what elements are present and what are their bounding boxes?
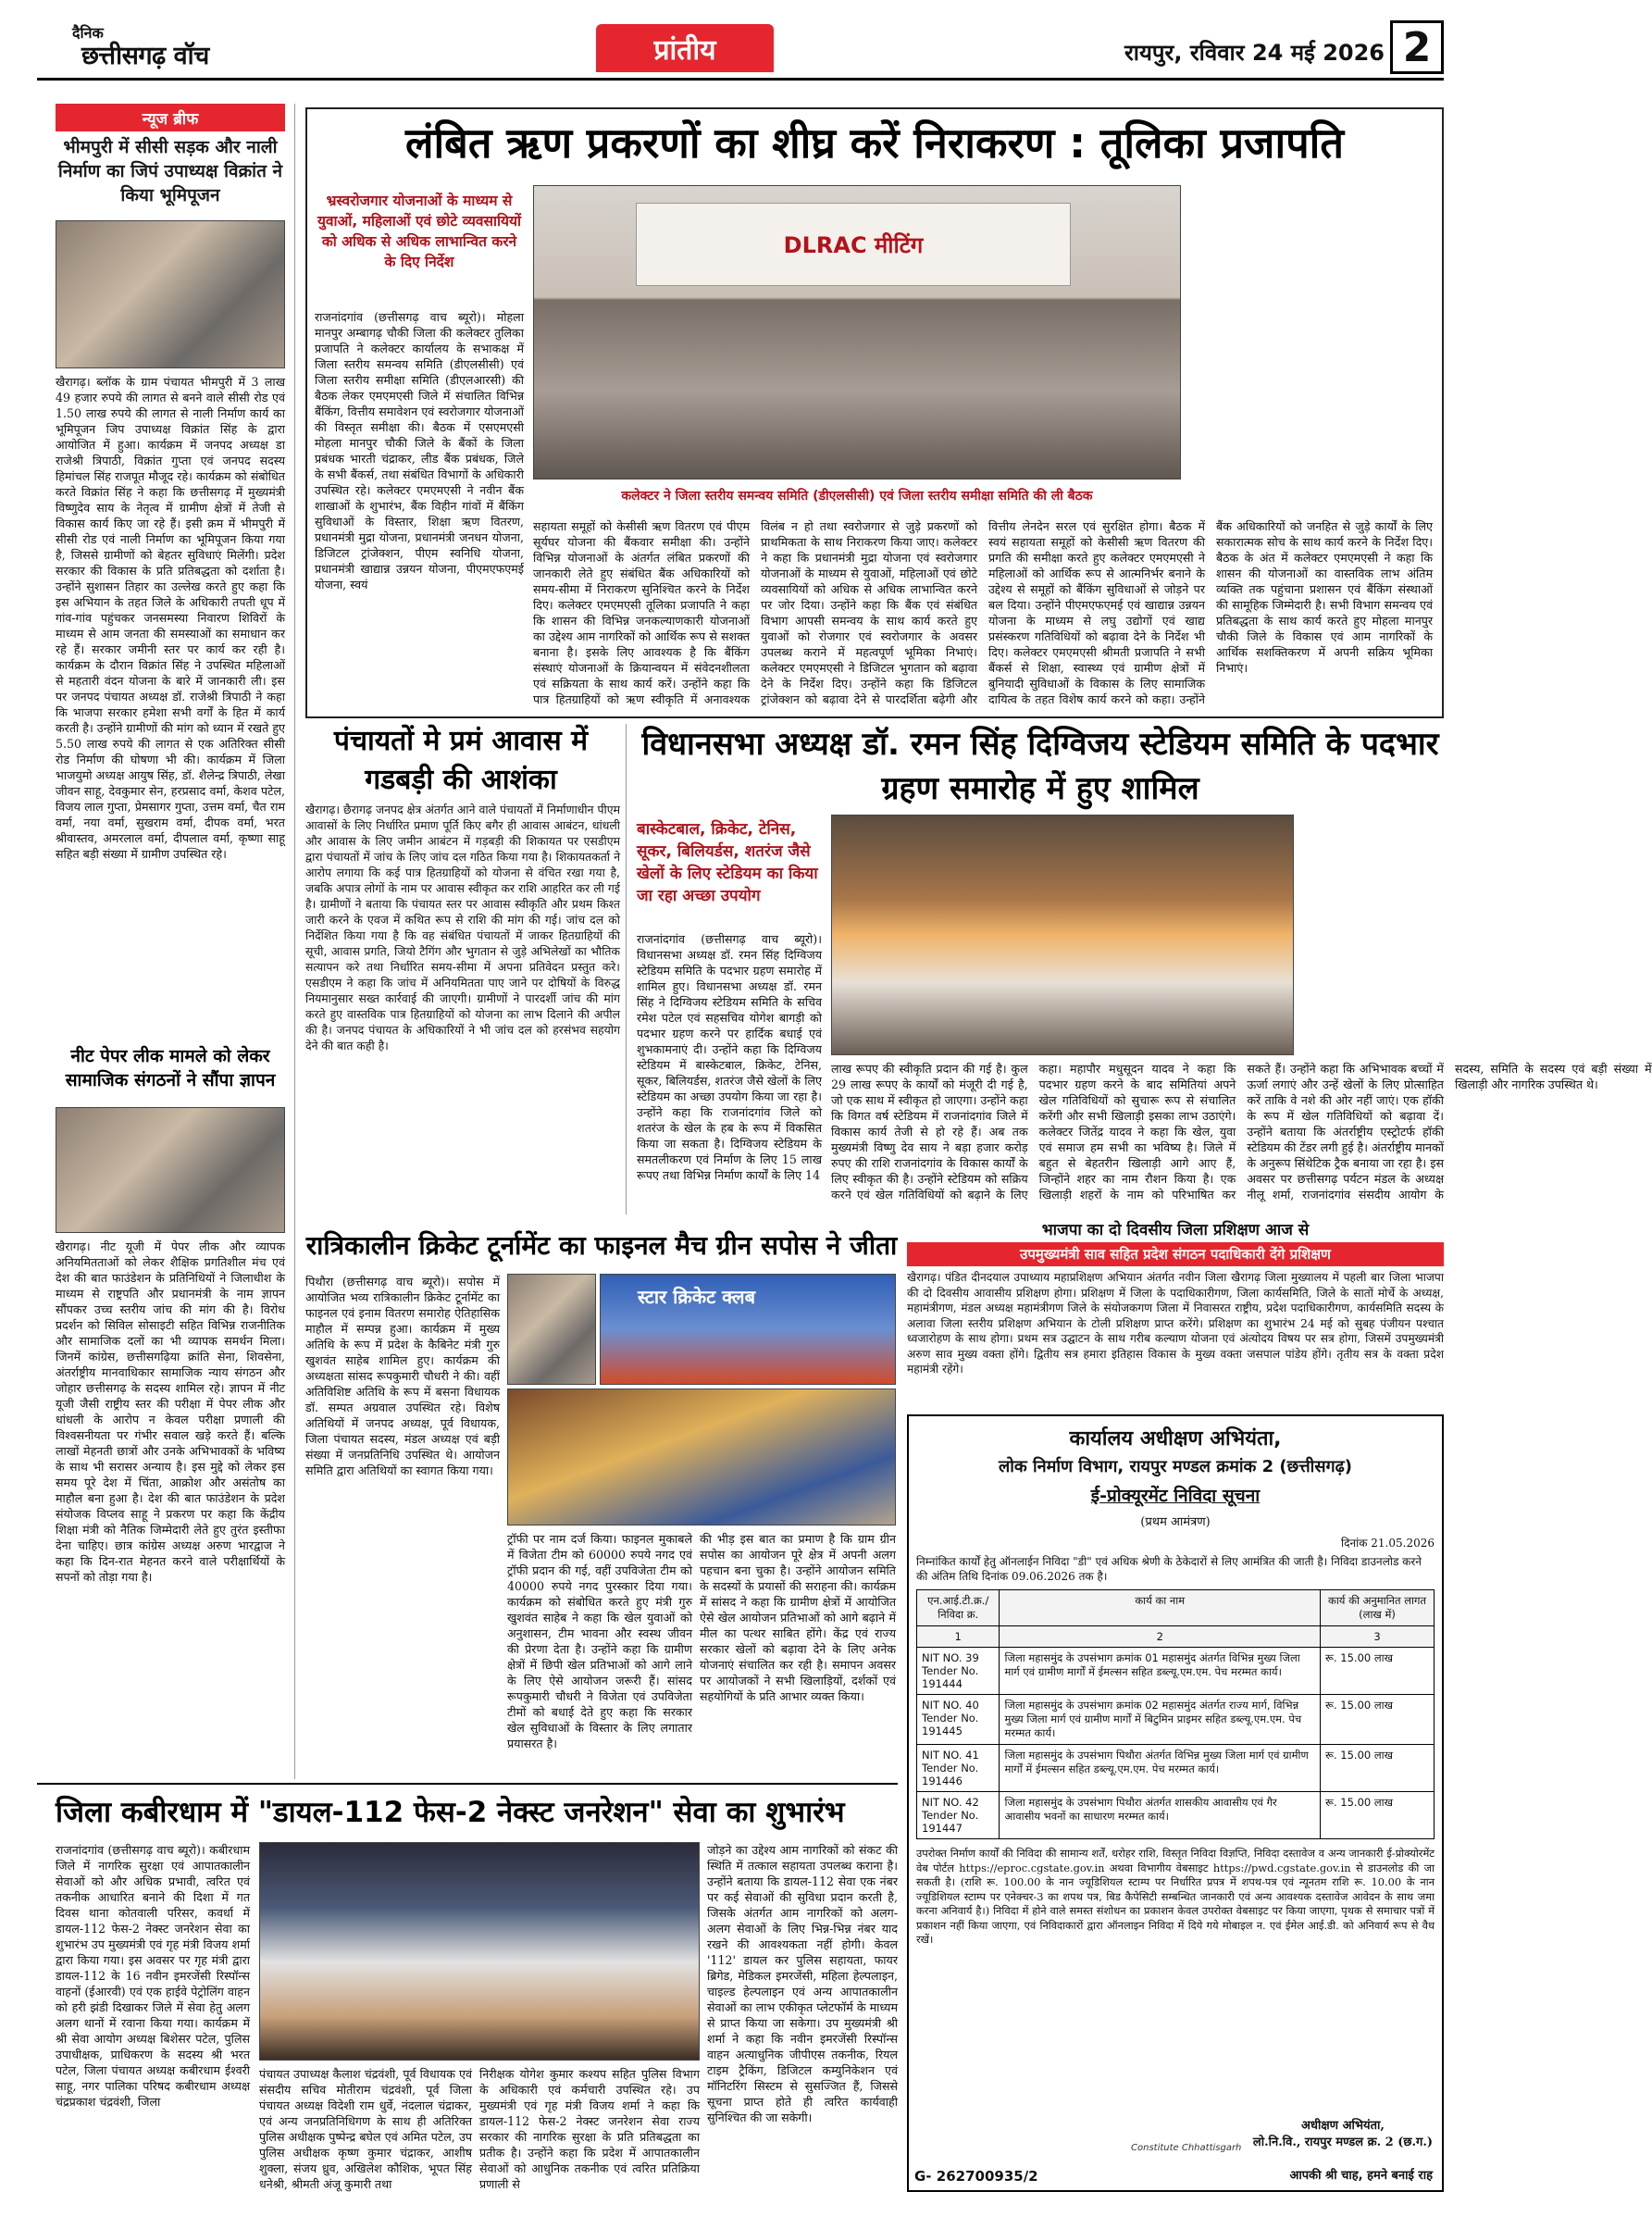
dial112-body-3: निरीक्षक योगेश कुमार कश्यप सहित पुलिस विभाग के अधिकारी एवं कर्मचारी उपस्थित रहे। उप मुख्यमंत्री एवं गृह मंत्री विजय शर्मा ने कहा कि डायल-112 फेस-2 नेक्स्ट जनरेशन सेवा राज्य सरकार की नागरिक सुरक्षा के प्रति प्रतिबद्धता का प्रतीक है। उन्होंने कहा कि प्रदेश में आपातकालीन सेवाओं को आधुनिक तकनीक एवं त्वरित प्रतिक्रिया प्रणाली से — [479, 2067, 700, 2191]
lead-body-right: सहायता समूहों को केसीसी ऋण वितरण एवं पीएम सूर्यघर योजना की बैंकवार समीक्षा की। उन्होंने विभिन्न योजनाओं के अंतर्गत लंबित प्रकरणों की जानकारी लेते हुए संबंधित बैंक अधिकारियों को समय-सीमा में निराकरण सुनिश्चित करने के निर्देश दिए। कलेक्टर एमएमएसी तूलिका प्रजापति ने कहा कि शासन की विभिन्न जनकल्याणकारी योजनाओं का उद्देश्य आम नागरिकों को आर्थिक रूप से सशक्त बनाना है। इसके लिए आवश्यक है कि बैंकिंग संस्थाएं योजनाओं के क्रियान्वयन में संवेदनशीलता एवं सक्रियता के साथ कार्य करें। उन्होंने कहा कि पात्र हितग्राहियों को ऋण स्वीकृति में अनावश्यक विलंब न हो तथा स्वरोजगार से जुड़े प्रकरणों को प्राथमिकता के साथ निराकरण किया जाए। कलेक्टर ने कहा कि प्रधानमंत्री मुद्रा योजना एवं स्वरोजगार योजनाओं के माध्यम से युवाओं, महिलाओं एवं छोटे व्यवसायियों को अधिक से अधिक लाभान्वित करने पर जोर दिया। उन्होंने कहा कि बैंक एवं संबंधित विभाग आपसी समन्वय के साथ कार्य करते हुए युवाओं को रोजगार एवं स्वरोजगार के अवसर उपलब्ध कराने में महत्वपूर्ण भूमिका निभाएं। कलेक्टर एमएमएसी ने डिजिटल भुगतान को बढ़ावा देने के निर्देश दिए। उन्होंने कहा कि डिजिटल ट्रांजेक्शन को बढ़ावा देने से पारदर्शिता बढ़ेगी और वित्तीय लेनदेन सरल एवं सुरक्षित होगा। बैठक में स्वयं सहायता समूहों को केसीसी ऋण वितरण की प्रगति की समीक्षा करते हुए कलेक्टर एमएमएसी ने महिलाओं को आर्थिक रूप से आत्मनिर्भर बनाने के उद्देश्य से समूहों को बैंकिंग सुविधाओं से जोड़ने पर बल दिया। उन्होंने पीएमएफएमई एवं खाद्यान्न उन्नयन योजना के माध्यम से लघु उद्योगों एवं खाद्य प्रसंस्करण गतिविधियों को बढ़ावा देने के निर्देश भी दिए। कलेक्टर एमएमएसी श्रीमती प्रजापति ने सभी बैंकर्स से शिक्षा, स्वास्थ्य एवं ग्रामीण क्षेत्रों में बुनियादी सुविधाओं के विकास के लिए सामाजिक दायित्व के तहत विशेष कार्य करने को कहा। उन्होंने बैंक अधिकारियों को जनहित से जुड़े कार्यों के लिए सकारात्मक सोच के साथ कार्य करने के निर्देश दिए। बैठक के अंत में कलेक्टर एमएमएसी ने कहा कि शासन की योजनाओं का वास्तविक लाभ अंतिम व्यक्ति तक पहुंचाना प्रशासन एवं बैंकिंग संस्थाओं की सामूहिक जिम्मेदारी है। सभी विभाग समन्वय एवं प्रतिबद्धता के साथ कार्य करते हुए मोहला मानपुर चौकी जिले के विकास एवं आम नागरिकों के आर्थिक सशक्तिकरण में अपनी सक्रिय भूमिका निभाएं। — [533, 519, 1433, 706]
dateline: रायपुर, रविवार 24 मई 2026 — [1124, 40, 1385, 66]
brand-name: छत्तीसगढ़ वॉच — [81, 42, 209, 70]
news-brief-label: न्यूज ब्रीफ — [56, 104, 285, 131]
lead-photo — [533, 185, 1181, 479]
tender-table: एन.आई.टी.क्र./ निविदा क्र. कार्य का नाम कार्य की अनुमानित लागत (लाख में) 1 2 3 NIT NO. 39 Tender No. 191444 जिला महासमुंद के उपसंभाग क्रमांक 01 महासमुंद अंतर्गत विभिन्न मुख्य जिला मार्ग एवं ग्रामीण मार्गों में ईमल्सन सहित डब्ल्यू.एम.एम. पेच मरम्मत कार्य। रू. 15.00 लाख NIT NO. 40 Tender No. 191445 जिला महासमुंद के उपसंभाग क्रमांक 02 महासमुंद अंतर्गत राज्य मार्ग, विभिन्न मुख्य जिला मार्ग एवं ग्रामीण मार्गों में बिटुमिन प्राइमर सहित डब्ल्यू.एम.एम. पेच मरम्मत कार्य। रू. 15.00 लाख NIT NO. 41 Tender No. 191446 जिला महासमुंद के उपसंभाग पिथौरा अंतर्गत विभिन्न मुख्य जिला मार्ग एवं ग्रामीण मार्गों में ईमल्सन सहित डब्ल्यू.एम.एम. पेच मरम्मत कार्य। रू. 15.00 लाख NIT NO. 42 Tender No. 191447 जिला महासमुंद के उपसंभाग पिथौरा अंतर्गत शासकीय आवासीय एवं गैर आवासीय भवनों का साधारण मरम्मत कार्य। रू. 15.00 लाख — [916, 1589, 1435, 1839]
brand-small: दैनिक — [72, 24, 104, 42]
masthead-rule — [37, 78, 1444, 81]
lead-body-sidebar — [1192, 185, 1433, 511]
section-tab — [596, 24, 774, 72]
cricket-photo-3 — [507, 1388, 896, 1525]
lead-body-left: राजनांदगांव (छत्तीसगढ़ वाच ब्यूरो)। मोहला मानपुर अम्बागढ़ चौकी जिला की कलेक्टर तुलिका प्रजापति ने कलेक्टर कार्यालय के सभाकक्ष में जिला स्तरीय समन्वय समिति (डीएलसीसी) एवं जिला स्तरीय समीक्षा समिति (डीएलआरसी) की बैठक लेकर एमएमएसी जिले में संचालित विभिन्न बैंकिंग, वित्तीय समावेशन एवं स्वरोजगार योजनाओं की विस्तृत समीक्षा की। बैठक में एसएमएसी मोहला मानपुर चौकी जिले के बैंकों के जिला प्रबंधक भारती चंद्राकर, लीड बैंक प्रबंधक, जिले के सभी बैंकर्स, तथा संबंधित विभागों के अधिकारी उपस्थित रहे। कलेक्टर एमएमएसी ने नवीन बैंक शाखाओं के शुभारंभ, बैंक विहीन गांवों में बैंकिंग सुविधाओं के विस्तार, शिक्षा ऋण वितरण, प्रधानमंत्री मुद्रा योजना, प्रधानमंत्री जनधन योजना, डिजिटल ट्रांजेक्शन, पीएम स्वनिधि योजना, प्रधानमंत्री खाद्यान्न उन्नयन योजना, पीएमएफएमई योजना, स्वयं — [315, 310, 524, 591]
tender-office: कार्यालय अधीक्षण अभियंता, — [1069, 1427, 1282, 1451]
section-label: प्रांतीय — [653, 33, 716, 67]
tender-intro: निम्नांकित कार्यों हेतु ऑनलाईन निविदा "डी" एवं अधिक श्रेणी के ठेकेदारों से लिए आमंत्रित की जाती है। निविदा डाउनलोड करने की अंतिम तिथि दिनांक 09.06.2026 तक है। — [916, 1555, 1422, 1583]
tender-dept: लोक निर्माण विभाग, रायपुर मण्डल क्रमांक 2 (छत्तीसगढ़) — [998, 1457, 1352, 1476]
tender-col-cost: कार्य की अनुमानित लागत (लाख में) — [1321, 1590, 1435, 1626]
brand-logo — [72, 22, 313, 78]
cricket-headline: रात्रिकालीन क्रिकेट टूर्नामेंट का फाइनल मैच ग्रीन सपोस ने जीता — [305, 1230, 898, 1261]
awas-rule — [626, 724, 627, 1214]
table-row: NIT NO. 42 Tender No. 191447 जिला महासमुंद के उपसंभाग पिथौरा अंतर्गत शासकीय आवासीय एवं गैर आवासीय भवनों का साधारण मरम्मत कार्य। रू. 15.00 लाख — [917, 1792, 1435, 1839]
tender-date: दिनांक 21.05.2026 — [1341, 1537, 1435, 1550]
raman-headline: विधानसभा अध्यक्ष डॉ. रमन सिंह दिग्विजय स्टेडियम समिति के पदभार ग्रहण समारोह में हुए शामिल — [641, 726, 1439, 807]
brief-body: खैरागढ़। ब्लॉक के ग्राम पंचायत भीमपुरी में 3 लाख 49 हजार रुपये की लागत से बनने वाले सीसी रोड एवं 1.50 लाख रुपये की लागत से नाली निर्माण कार्य का भूमिपूजन जिप उपाध्यक्ष विक्रांत सिंह के द्वारा आयोजित में हुआ। कार्यक्रम में जनपद अध्यक्ष डा राजेश्री त्रिपाठी, विक्रांत गुप्ता एवं जनपद सदस्य हिमांचल सिंह राजपूत मौजूद रहे। कार्यक्रम को संबोधित करते विक्रांत सिंह ने कहा कि छत्तीसगढ़ में मुख्यमंत्री विष्णुदेव साय के नेतृत्व में ग्रामीण क्षेत्रों में तेजी से विकास कार्य किए जा रहे हैं। इसी क्रम में भीमपुरी में सीसी रोड एवं नाली निर्माण का भूमिपूजन किया गया है, जिससे ग्रामीणों को बेहतर सुविधाएं मिलेंगी। प्रदेश सरकार की विकास के प्रति प्रतिबद्धता को दर्शाता है। उन्होंने सुशासन तिहार का उल्लेख करते हुए कहा कि इस अभियान के तहत जिले के अधिकारी तपती धूप में गांव-गांव पहुंचकर जनसमस्या निवारण शिविरों के माध्यम से आम जनता की समस्याओं का समाधान कर रहे हैं। सरकार जमीनी स्तर पर कार्य कर रही है। कार्यक्रम के दौरान विक्रांत सिंह ने उपस्थित महिलाओं से महतारी वंदन योजना के बारे में जानकारी ली। इस पर जनपद पंचायत अध्यक्ष डॉ. राजेश्री त्रिपाठी ने कहा कि भाजपा सरकार हमेशा सभी वर्गों के हित में कार्य करती है। उन्होंने ग्रामीणों की मांग को ध्यान में रखते हुए 5.50 लाख रुपये की लागत से एक अतिरिक्त सीसी रोड निर्माण की घोषणा भी की। कार्यक्रम में जिला भाजयुमो अध्यक्ष आयुष सिंह, डॉ. शैलेन्द्र त्रिपाठी, लेखा जीवन साहू, देवकुमार सेन, हरप्रसाद वर्मा, केशव पटेल, विजय लाल गुप्ता, प्रेमसागर गुप्ता, उत्तम वर्मा, चैत राम वर्मा, नया वर्मा, सुखराम वर्मा, दीपक वर्मा, भरत श्रीवास्तव, अमरलाल वर्मा, दीपलाल वर्मा, कृष्णा साहू सहित बड़ी संख्या में ग्रामीण उपस्थित रहे। — [56, 375, 285, 861]
tender-logo: Constitute Chhattisgarh — [1131, 2143, 1242, 2153]
raman-body-left: राजनांदगांव (छत्तीसगढ़ वाच ब्यूरो)। विधानसभा अध्यक्ष डॉ. रमन सिंह दिग्विजय स्टेडियम समिति के पदभार ग्रहण समारोह में शामिल हुए। विधानसभा अध्यक्ष डॉ. रमन सिंह ने दिग्विजय स्टेडियम समिति के सचिव रमेश पटेल एवं सहसचिव योगेश बागड़ी को पदभार ग्रहण करने पर हार्दिक बधाई एवं शुभकामनाएं दी। उन्होंने कहा कि दिग्विजय स्टेडियम में बास्केटबाल, क्रिकेट, टेनिस, सूकर, बिलियर्डस, शतरंज जैसे खेलों के लिए स्टेडियम का अच्छा उपयोग किया जा रहा है। उन्होंने कहा कि राजनांदगांव जिले को शतरंज के खेल के हब के रूप में विकसित किया जा सकता है। दिग्विजय स्टेडियम के समतलीकरण एवं निर्माण के लिए 15 लाख रूपए तथा विभिन्न निर्माण कार्यों के लिए 14 — [637, 932, 822, 1182]
awas-body: खैरागढ़। छैरागढ़ जनपद क्षेत्र अंतर्गत आने वाले पंचायतों में निर्माणाधीन पीएम आवासों के लिए निर्धारित प्रमाण पूर्ति किए बगैर ही आवास आबंटन, धांधली और आवास के लिए जमीन आबंटन में गड़बड़ी की शिकायत पर एसडीएम द्वारा पंचायतों में जांच के लिए जांच दल गठित किया गया है। शिकायतकर्ता ने आरोप लगाया कि कई पात्र हितग्राहियों को योजना से वंचित रखा गया है, जबकि अपात्र लोगों के नाम पर आवास स्वीकृत कर राशि आहरित कर ली गई है। ग्रामीणों ने बताया कि पंचायत स्तर पर आवास स्वीकृति और प्रथम किश्त जारी करने के एवज में कथित रूप से राशि की मांग की गई। जांच दल को निर्देशित किया गया है कि वह संबंधित पंचायतों में जाकर हितग्राहियों की सूची, आवास प्रगति, जियो टैगिंग और भुगतान से जुड़े अभिलेखों का भौतिक सत्यापन करे तथा निर्धारित समय-सीमा में अपना प्रतिवेदन प्रस्तुत करे। एसडीएम ने कहा कि जांच में अनियमितता पाए जाने पर दोषियों के विरुद्ध नियमानुसार सख्त कार्रवाई की जाएगी। ग्रामीणों ने पारदर्शी जांच की मांग करते हुए वास्तविक पात्र हितग्राहियों को योजना का लाभ दिलाने की अपील की है। जनपद पंचायत के अधिकारियों ने भी जांच दल को हरसंभव सहयोग देने की बात कही है। — [305, 803, 620, 1052]
cricket-body-2: ट्रॉफी पर नाम दर्ज किया। फाइनल मुकाबले में विजेता टीम को 60000 रुपये नगद एवं ट्रॉफी प्रदान की गई, वहीं उपविजेता टीम को 40000 रुपये नगद पुरस्कार दिया गया। कार्यक्रम को संबोधित करते हुए मंत्री गुरु खुशवंत साहेब ने कहा कि खेल युवाओं को अनुशासन, टीम भावना और स्वस्थ जीवन की प्रेरणा देता है। उन्होंने कहा कि ग्रामीण क्षेत्रों में छिपी खेल प्रतिभाओं को आगे लाने के लिए ऐसे आयोजन जरूरी हैं। सांसद रूपकुमारी चौधरी ने विजेता एवं उपविजेता टीमों को बधाई देते हुए कहा कि सरकार खेल सुविधाओं के विस्तार के लिए लगातार प्रयासरत है। — [507, 1532, 692, 1750]
awas-headline: पंचायतों मे प्रमं आवास में गडबड़ी की आशंका — [333, 725, 589, 796]
table-row: NIT NO. 41 Tender No. 191446 जिला महासमुंद के उपसंभाग पिथौरा अंतर्गत विभिन्न मुख्य जिला मार्ग एवं ग्रामीण मार्गों में ईमल्सन सहित डब्ल्यू.एम.एम. पेच मरम्मत कार्य। रू. 15.00 लाख — [917, 1745, 1435, 1792]
lead-deck: भ्रस्वरोजगार योजनाओं के माध्यम से युवाओं, महिलाओं एवं छोटे व्यवसायियों को अधिक से अधिक लाभान्वित करने के दिए निर्देश — [317, 193, 522, 270]
tender-tagline: आपकी श्री चाह, हमने बनाई राह — [1289, 2169, 1433, 2183]
dial112-top-rule — [37, 1783, 898, 1785]
lead-photo-banner: DLRAC मीटिंग — [636, 203, 1071, 286]
bhajpa-header: भाजपा का दो दिवसीय जिला प्रशिक्षण आज से — [907, 1216, 1444, 1240]
table-row: NIT NO. 39 Tender No. 191444 जिला महासमुंद के उपसंभाग क्रमांक 01 महासमुंद अंतर्गत विभिन्न मुख्य जिला मार्ग एवं ग्रामीण मार्गों में ईमल्सन सहित डब्ल्यू.एम.एम. पेच मरम्मत कार्य। रू. 15.00 लाख — [917, 1648, 1435, 1695]
cricket-photos — [507, 1274, 896, 1525]
page-number: 2 — [1390, 20, 1444, 74]
left-column-rule — [294, 104, 295, 1779]
tender-col-nit: एन.आई.टी.क्र./ निविदा क्र. — [917, 1590, 1000, 1626]
masthead — [37, 17, 1444, 102]
dial112-photo — [259, 1842, 700, 2061]
neet-photo — [56, 1107, 285, 1233]
dial112-body-2: पंचायत उपाध्यक्ष कैलाश चंद्रवंशी, पूर्व विधायक एवं संसदीय सचिव मोतीराम चंद्रवंशी, पूर्व जिला पंचायत अध्यक्ष विदेशी राम धुर्वे, नंदलाल चंद्राकर, एवं अन्य जनप्रतिनिधिगण के साथ ही अतिरिक्त पुलिस अधीक्षक पुष्पेन्द्र बघेल एवं अमित पटेल, उप पुलिस अधीक्षक कृष्ण कुमार चंद्राकर, आशीष शुक्ला, संजय ध्रुव, अखिलेश कौशिक, भूपत सिंह धनेश्री, श्रीमती अंजू कुमारी तथा — [259, 2067, 472, 2191]
cricket-body-1: पिथौरा (छत्तीसगढ़ वाच ब्यूरो)। सपोस में आयोजित भव्य रात्रिकालीन क्रिकेट टूर्नामेंट का फाइनल एवं इनाम वितरण समारोह ऐतिहासिक माहौल में सम्पन्न हुआ। कार्यक्रम में मुख्य अतिथि के रूप में प्रदेश के कैबिनेट मंत्री गुरु खुशवंत साहेब शामिल हुए। कार्यक्रम की अध्यक्षता सांसद रूपकुमारी चौधरी ने की। वहीं अतिविशिष्ट अतिथि के रूप में बसना विधायक डॉ. सम्पत अग्रवाल उपस्थित रहे। विशेष अतिथियों में जनपद अध्यक्ष, पूर्व विधायक, जिला पंचायत सदस्य, मंडल अध्यक्ष एवं बड़ी संख्या में जनप्रतिनिधि उपस्थित थे। आयोजन समिति द्वारा अतिथियों का स्वागत किया गया। — [305, 1275, 500, 1477]
cricket-photo-main: स्टार क्रिकेट क्लब — [600, 1274, 896, 1385]
tender-round: (प्रथम आमंत्रण) — [1140, 1515, 1211, 1529]
tender-signature: अधीक्षण अभियंता, लो.नि.वि., रायपुर मण्डल क्र. 2 (छ.ग.) — [1252, 2119, 1433, 2149]
cricket-body-3: की भीड़ इस बात का प्रमाण है कि ग्राम ग्रीन सपोस का आयोजन पूरे क्षेत्र में अपनी अलग पहचान बना चुका है। उन्होंने आयोजन समिति के सदस्यों के प्रयासों की सराहना की। कार्यक्रम में सांसद ने कहा कि ग्रामीण क्षेत्रों में आयोजित ऐसे खेल आयोजन प्रतिभाओं को आगे बढ़ाने में मील का पत्थर साबित होंगे। केंद्र एवं राज्य सरकार खेलों को बढ़ावा देने के लिए अनेक योजनाएं संचालित कर रही है। समापन अवसर पर आयोजकों ने सभी खिलाड़ियों, दर्शकों एवं सहयोगियों के प्रति आभार व्यक्त किया। — [700, 1532, 896, 1703]
bhajpa-subheader: उपमुख्यमंत्री साव सहित प्रदेश संगठन पदाधिकारी देंगे प्रशिक्षण — [907, 1242, 1444, 1266]
tender-title: ई-प्रोक्यूरमेंट निविदा सूचना — [1090, 1486, 1261, 1506]
dial112-body-1: राजनांदगांव (छत्तीसगढ़ वाच ब्यूरो)। कबीरधाम जिले में नागरिक सुरक्षा एवं आपातकालीन सेवाओं को और अधिक प्रभावी, त्वरित एवं तकनीक आधारित बनाने की दिशा में गत दिवस थाना कोतवाली परिसर, कवर्धा में डायल-112 फेस-2 नेक्स्ट जनरेशन सेवा का शुभारंभ उप मुख्यमंत्री एवं गृह मंत्री विजय शर्मा द्वारा किया गया। इस अवसर पर गृह मंत्री द्वारा डायल-112 के 16 नवीन इमरजेंसी रिस्पॉन्स वाहनों (ईआरवी) एवं एक हाईवे पेट्रोलिंग वाहन को हरी झंडी दिखाकर जिले में सेवा हेतु अलग अलग थानों में रवाना किया गया। कार्यक्रम में श्री सेवा आयोग अध्यक्ष बिशेसर पटेल, पुलिस उपाधीक्षक, प्राधिकरण के सदस्य श्री भरत पटेल, जिला पंचायत अध्यक्ष कबीरधाम ईश्वरी साहू, नगर पालिका परिषद कबीरधाम अध्यक्ष चंद्रप्रकाश चंद्रवंशी, जिला — [56, 1843, 250, 2109]
lead-headline: लंबित ऋण प्रकरणों का शीघ्र करें निराकरण : तूलिका प्रजापति — [405, 118, 1344, 168]
bhajpa-body: खैरागढ़। पंडित दीनदयाल उपाध्याय महाप्रशिक्षण अभियान अंतर्गत नवीन जिला खैरागढ़ जिला मुख्यालय में पहली बार जिला भाजपा की दो दिवसीय आवासीय प्रशिक्षण होगा। प्रशिक्षण में जिला के पदाधिकारीगण, जिला कार्यसमिति, जिले के सातों मोर्चे के अध्यक्ष, महामंत्रीगण, मंडल अध्यक्ष महामंत्रीगण जिले के संयोजकगण जिला में निवासरत राष्ट्रीय, प्रदेश पदाधिकारीगण, कार्यसमिति सदस्य के अलावा जिला स्तरीय प्रशिक्षण अभियान के टोली प्रशिक्षण प्राप्त करेंगे। प्रशिक्षण का शुभारंभ 24 मई को सुबह पंजीयन पश्चात ध्वजारोहण के साथ होगा। प्रथम सत्र उद्घाटन के साथ गरीब कल्याण योजना एवं अंत्योदय विषय पर सत्र होगा, जिसमें उपमुख्यमंत्री अरुण साव मुख्य वक्ता होंगे। द्वितीय सत्र हमारा इतिहास विकास के मुख्य वक्ता जसपाल पांडेय होंगे। तृतीय सत्र के वक्ता प्रदेश महामंत्री रहेंगे। — [907, 1271, 1444, 1376]
dial112-body-4: जोड़ने का उद्देश्य आम नागरिकों को संकट की स्थिति में तत्काल सहायता उपलब्ध कराना है। उन्होंने बताया कि डायल-112 सेवा एक नंबर पर कई सेवाओं की सुविधा प्रदान करती है, जिसके अंतर्गत आम नागरिकों को अलग-अलग सेवाओं के लिए भिन्न-भिन्न नंबर याद रखने की आवश्यकता नहीं होगी। केवल '112' डायल कर पुलिस सहायता, फायर ब्रिगेड, मेडिकल इमरजेंसी, महिला हेल्पलाइन, चाइल्ड हेल्पलाइन एवं अन्य आपातकालीन सेवाओं का लाभ एकीकृत प्लेटफॉर्म के माध्यम से प्राप्त किया जा सकेगा। उप मुख्यमंत्री श्री शर्मा ने कहा कि नवीन इमरजेंसी रिस्पॉन्स वाहन अत्याधुनिक जीपीएस तकनीक, रियल टाइम ट्रैकिंग, डिजिटल कम्युनिकेशन एवं मॉनिटरिंग सिस्टम से सुसज्जित हैं, जिससे सूचना प्राप्त होते ही त्वरित कार्यवाही सुनिश्चित की जा सकेगी। — [707, 1843, 898, 2124]
tender-col-work: कार्य का नाम — [1000, 1590, 1321, 1626]
raman-deck: बास्केटबाल, क्रिकेट, टेनिस, सूकर, बिलियर्डस, शतरंज जैसे खेलों के लिए स्टेडियम का किया जा रहा अच्छा उपयोग — [637, 820, 818, 905]
lead-photo-caption: कलेक्टर ने जिला स्तरीय समन्वय समिति (डीएलसीसी) एवं जिला स्तरीय समीक्षा समिति की ली बैठक — [533, 483, 1181, 511]
tender-ad — [907, 1414, 1444, 2192]
neet-headline: नीट पेपर लीक मामले को लेकर सामाजिक संगठनों ने सौंपा ज्ञापन — [65, 1046, 276, 1090]
raman-photo — [831, 815, 1294, 1055]
tender-footer: उपरोक्त निर्माण कार्यों की निविदा की सामान्य शर्तें, धरोहर राशि, विस्तृत निविदा विज्ञप्ति, निविदा दस्तावेज व अन्य जानकारी ई-प्रोक्योरमेंट वेब पोर्टल https://eproc.cgstate.gov.in अथवा विभागीय वेबसाइट https://pwd.cgstate.gov.in से डाउनलोड की जा सकती है। (राशि रू. 100.00 के नान ज्यूडिशियल स्टाम्प पर निर्धारित प्रपत्र में शपथ-पत्र एवं न्यूनतम राशि रू. 10.00 के नान ज्यूडिशियल स्टाम्प पर एनेक्चर-3 का शपथ पत्र, बिड कैपेसिटी सम्बन्धित जानकारी एवं अन्य आवश्यक दस्तावेज आवेदन के साथ जमा करना अनिवार्य है।) निविदा में होने वाले समस्त संशोधन का प्रकाशन केवल उपरोक्त वेबसाइट पर किया जाएगा, पृथक से समाचार पत्रों में प्रकाशन नहीं किया जाएगा, एवं निविदाकारों द्वारा ऑनलाइन निविदा में दिये गये मोबाइल न. एवं ईमेल आई.डी. को अनिवार्य रूप से वैध रखें। — [916, 1847, 1435, 1946]
table-row: NIT NO. 40 Tender No. 191445 जिला महासमुंद के उपसंभाग क्रमांक 02 महासमुंद अंतर्गत राज्य मार्ग, विभिन्न मुख्य जिला मार्ग एवं ग्रामीण मार्गों में बिटुमिन प्राइमर सहित डब्ल्यू.एम.एम. पेच मरम्मत कार्य। रू. 15.00 लाख — [917, 1695, 1435, 1745]
raman-body-side — [1303, 815, 1444, 1055]
tender-code: G- 262700935/2 — [914, 2168, 1038, 2185]
cricket-photo-2 — [507, 1274, 596, 1385]
brief-headline: भीमपुरी में सीसी सड़क और नाली निर्माण का जिपं उपाध्यक्ष विक्रांत ने किया भूमिपूजन — [57, 137, 283, 205]
raman-body-right: लाख रूपए की स्वीकृति प्रदान की गई है। कुल 29 लाख रूपए के कार्यों को मंजूरी दी गई है, जो एक साथ में स्वीकृत हो जाएगा। उन्होंने कहा कि विगत वर्ष स्टेडियम में राजनांदगांव जिले में विकास कार्य तेजी से हो रहे हैं। अब तक मुख्यमंत्री विष्णु देव साय ने बड़ा हजार करोड़ रुपए की राशि राजनांदगांव के विकास कार्यों के लिए स्वीकृत की है। उन्होंने स्टेडियम को सक्रिय करने एवं खेल गतिविधियों को बढ़ाने के लिए कहा। महापौर मधुसूदन यादव ने कहा कि पदभार ग्रहण करने के बाद समितियां अपने खेल गतिविधियों को सुचारू रूप से संचालित करेंगी और सभी खिलाड़ी इसका लाभ उठाएंगे। कलेक्टर जितेंद्र यादव ने कहा कि खेल, युवा एवं समाज हम सभी का भविष्य है। जिले में बहुत से बेहतरीन खिलाड़ी आगे आए हैं, जिन्होंने शहर का नाम रौशन किया है। एक खिलाड़ी शहरों के नाम को परिभाषित कर सकते हैं। उन्होंने कहा कि अभिभावक बच्चों में ऊर्जा लगाएं और उन्हें खेलों के लिए प्रोत्साहित करें ताकि वे नशे की ओर नहीं जाएं। एक हॉकी के रूप में खेल गतिविधियों को बढ़ावा दें। उन्होंने बताया कि अंतर्राष्ट्रीय एस्ट्रोटर्फ हॉकी स्टेडियम की टेंडर लगी हुई है। अंतर्राष्ट्रीय मानकों के अनुरूप सिंथेटिक ट्रैक बनाया जा रहा है। इस अवसर पर छत्तीसगढ़ पर्यटन मंडल के अध्यक्ष नीलू शर्मा, राजनांदगांव संसदीय आयोग के सदस्य, समिति के सदस्य एवं बड़ी संख्या में खिलाड़ी और नागरिक उपस्थित थे। — [831, 1062, 1652, 1202]
brief-photo — [56, 220, 285, 368]
dial112-headline: जिला कबीरधाम में "डायल-112 फेस-2 नेक्स्ट जनरेशन" सेवा का शुभारंभ — [56, 1796, 845, 1829]
neet-body: खैरागढ़। नीट यूजी में पेपर लीक और व्यापक अनियमितताओं को लेकर शैक्षिक प्रगतिशील मंच एवं देश की बात फाउंडेशन के प्रतिनिधियों ने जिलाधीश के माध्यम से राष्ट्रपति और प्रधानमंत्री के नाम ज्ञापन सौंपकर उच्च स्तरीय जांच की मांग की है। विरोध प्रदर्शन को सिविल सोसाइटी सहित विभिन्न राजनीतिक और सामाजिक दलों का भी व्यापक समर्थन मिला। जिनमें कांग्रेस, छत्तीसगढ़िया क्रांति सेना, शिवसेना, अंतर्राष्ट्रीय मानवाधिकार सामाजिक न्याय संगठन और जोहार छत्तीसगढ़ के सदस्य शामिल रहे। ज्ञापन में नीट यूजी जैसी राष्ट्रीय स्तर की परीक्षा में पेपर लीक और धांधली के आरोप न केवल परीक्षा प्रणाली की विश्वसनीयता पर गंभीर सवाल खड़े करते हैं। बल्कि लाखों मेहनती छात्रों और उनके अभिभावकों के भविष्य के साथ भी सरासर अन्याय है। इस मुद्दे को लेकर इस समय पूरे देश में चिंता, आक्रोश और असंतोष का माहौल बना हुआ है। देश की बात फाउंडेशन के प्रदेश संयोजक विप्लव साहू ने प्रकरण पर कहा कि केंद्रीय शिक्षा मंत्री को नैतिक जिम्मेदारी लेते हुए तुरंत इस्तीफा देना चाहिए। छात्र कांग्रेस अध्यक्ष अरुण भारद्वाज ने कहा कि दिन-रात मेहनत करने वाले परीक्षार्थियों के सपनों को तोड़ा गया है। — [56, 1239, 285, 1584]
